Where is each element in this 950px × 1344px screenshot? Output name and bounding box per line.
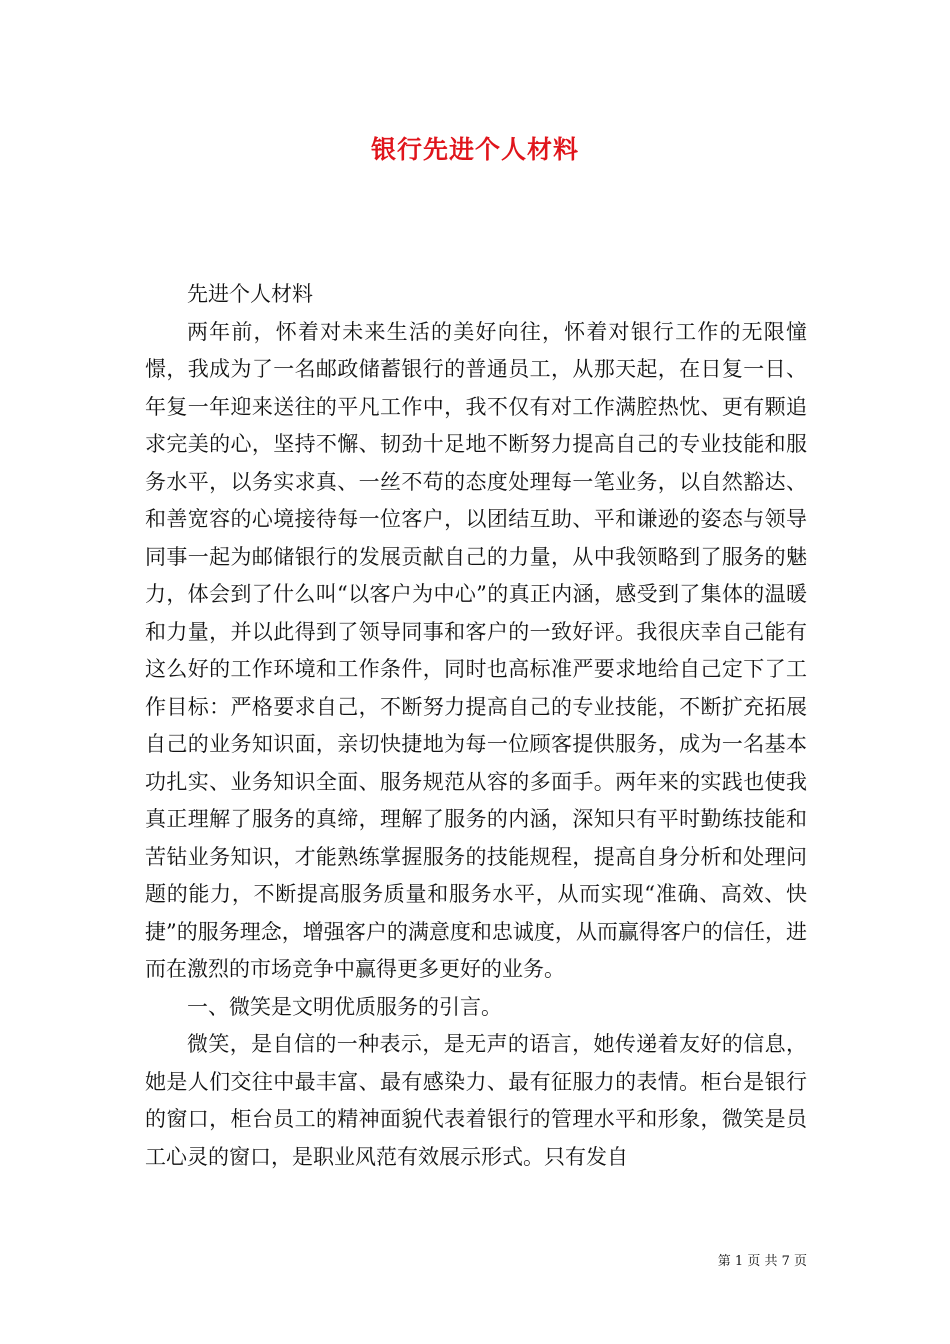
paragraph-intro: 两年前，怀着对未来生活的美好向往，怀着对银行工作的无限憧憬，我成为了一名邮政储蓄银行的普通员工，从那天起，在日复一日、年复一年迎来送往的平凡工作中，我不仅有对工作满腔热忱、更有颗追求完美的心，坚持不懈、韧劲十足地不断努力提高自己的专业技能和服务水平，以务实求真、一丝不苟的态度处理每一笔业务，以自然豁达、和善宽容的心境接待每一位客户，以团结互助、平和谦逊的姿态与领导同事一起为邮储银行的发展贡献自己的力量，从中我领略到了服务的魅力，体会到了什么叫“以客户为中心”的真正内涵，感受到了集体的温暖和力量，并以此得到了领导同事和客户的一致好评。我很庆幸自己能有这么好的工作环境和工作条件，同时也高标准严要求地给自己定下了工作目标：严格要求自己，不断努力提高自己的专业技能，不断扩充拓展自己的业务知识面，亲切快捷地为每一位顾客提供服务，成为一名基本功扎实、业务知识全面、服务规范从容的多面手。两年来的实践也使我真正理解了服务的真缔，理解了服务的内涵，深知只有平时勤练技能和苦钻业务知识，才能熟练掌握服务的技能规程，提高自身分析和处理问题的能力，不断提高服务质量和服务水平，从而实现“准确、高效、快捷”的服务理念，增强客户的满意度和忠诚度，从而赢得客户的信任，进而在激烈的市场竞争中赢得更多更好的业务。 bbox=[145, 319, 807, 981]
document-body bbox=[145, 276, 807, 1176]
paragraph-section-heading: 一、微笑是文明优质服务的引言。 bbox=[187, 994, 502, 1019]
paragraph-smile: 微笑，是自信的一种表示，是无声的语言，她传递着友好的信息，她是人们交往中最丰富、最有感染力、最有征服力的表情。柜台是银行的窗口，柜台员工的精神面貌代表着银行的管理水平和形象，微笑是员工心灵的窗口，是职业风范有效展示形式。只有发自 bbox=[145, 1032, 807, 1169]
paragraph-subtitle: 先进个人材料 bbox=[187, 282, 313, 306]
page-number: 第 1 页 共 7 页 bbox=[717, 1254, 807, 1269]
document-title: 银行先进个人材料 bbox=[370, 135, 579, 164]
